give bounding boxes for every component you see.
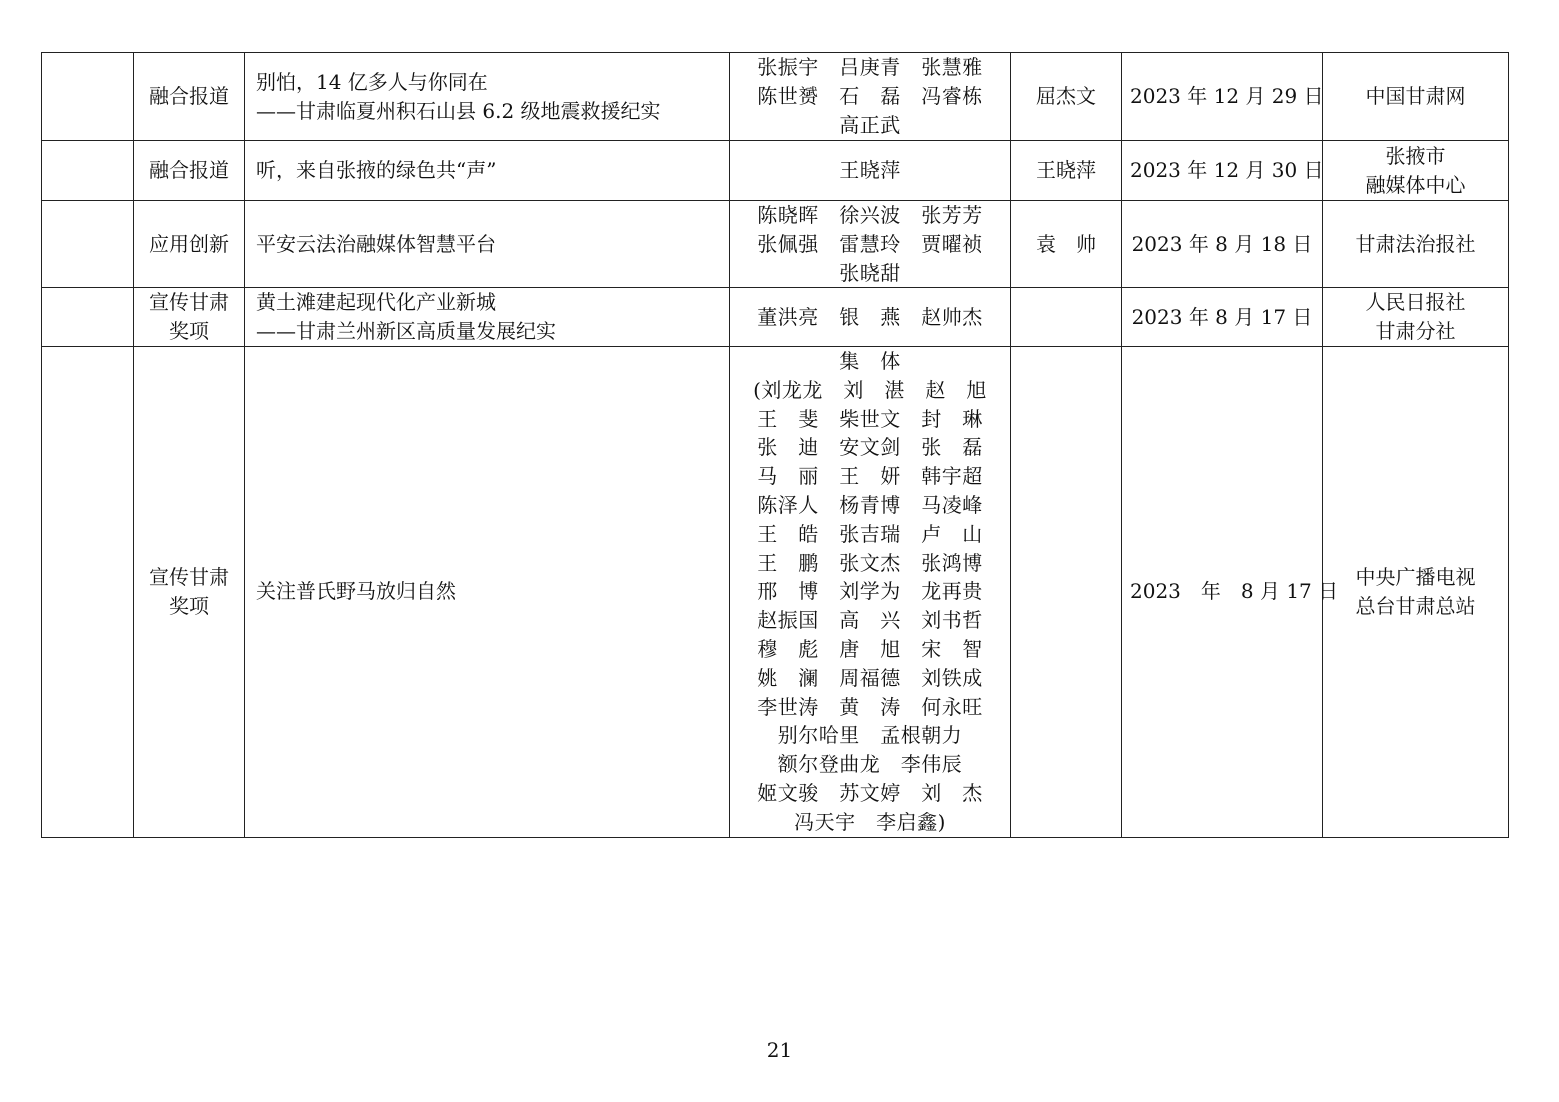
title-text: 别怕，14 亿多人与你同在 [256,69,488,94]
editor-text: 袁 帅 [1036,231,1096,256]
author-line: 张佩强 雷慧玲 贾曜祯 [757,231,983,256]
editor-text: 王晓萍 [1036,158,1096,183]
title-text: 关注普氏野马放归自然 [256,579,456,604]
category-text: 宣传甘肃 [149,290,229,315]
category-text: 奖项 [169,593,209,618]
author-line: 李世涛 黄 涛 何永旺 [757,694,983,719]
authors-cell [730,201,1011,288]
author-line: 张 迪 安文剑 张 磊 [757,435,983,460]
title-cell [245,288,730,347]
author-line: 额尔登曲龙 李伟辰 [777,752,963,777]
category-cell [134,141,245,201]
date-cell [1122,288,1323,347]
subtitle-text: ——甘肃临夏州积石山县 6.2 级地震救援纪实 [256,98,661,123]
organization-cell [1323,201,1509,288]
organization-text: 中央广播电视 [1355,564,1476,589]
authors-cell [730,346,1011,837]
table-row [42,201,1509,288]
category-cell [134,288,245,347]
title-cell [245,346,730,837]
title-cell [245,53,730,141]
organization-text: 甘肃分社 [1375,319,1456,344]
author-line: 董洪亮 银 燕 赵帅杰 [757,304,983,329]
row-blank-cell [42,346,134,837]
table-row [42,288,1509,347]
author-line: 王 皓 张吉瑞 卢 山 [757,521,983,546]
title-text: 听，来自张掖的绿色共“声” [256,158,497,183]
page-number: 21 [766,1038,793,1062]
organization-cell [1323,346,1509,837]
date-cell [1122,201,1323,288]
title-text: 黄土滩建起现代化产业新城 [256,290,496,315]
author-line: 王 斐 柴世文 封 琳 [757,406,983,431]
date-cell [1122,53,1323,141]
category-cell [134,53,245,141]
table-row [42,141,1509,201]
title-cell [245,201,730,288]
organization-cell [1323,288,1509,347]
author-line: 王晓萍 [839,158,901,183]
category-text: 融合报道 [149,84,229,109]
category-cell [134,346,245,837]
authors-cell [730,141,1011,201]
author-line: 王 鹏 张文杰 张鸿博 [757,550,983,575]
organization-cell [1323,53,1509,141]
date-text: 2023 年 8 月 17 日 [1130,579,1339,604]
organization-text: 甘肃法治报社 [1355,231,1476,256]
organization-text: 总台甘肃总站 [1355,593,1476,618]
author-line: 张振宇 吕庚青 张慧雅 [757,55,983,80]
author-line: 别尔哈里 孟根朝力 [777,723,963,748]
organization-text: 中国甘肃网 [1365,84,1466,109]
row-blank-cell [42,201,134,288]
editor-cell [1011,141,1122,201]
author-line: (刘龙龙 刘 湛 赵 旭 [753,377,987,402]
editor-cell [1011,53,1122,141]
author-line: 陈世赟 石 磊 冯睿栋 [757,84,983,109]
author-line: 穆 彪 唐 旭 宋 智 [757,636,983,661]
author-line: 陈晓晖 徐兴波 张芳芳 [757,203,983,227]
editor-text: 屈杰文 [1036,84,1096,109]
organization-cell [1323,141,1509,201]
category-text: 奖项 [169,319,209,344]
author-line: 姚 澜 周福德 刘铁成 [757,665,983,690]
category-text: 应用创新 [149,231,229,256]
title-cell [245,141,730,201]
date-text: 2023 年 8 月 17 日 [1131,304,1313,329]
category-cell [134,201,245,288]
author-line: 集 体 [839,348,901,373]
table-row [42,346,1509,837]
organization-text: 融媒体中心 [1365,172,1466,197]
date-cell [1122,346,1339,837]
author-line: 邢 博 刘学为 龙再贵 [757,579,983,604]
organization-text: 人民日报社 [1365,290,1466,315]
subtitle-text: ——甘肃兰州新区高质量发展纪实 [256,319,556,344]
editor-cell [1011,201,1122,288]
row-blank-cell [42,53,134,141]
award-table [41,52,1509,838]
author-line: 陈泽人 杨青博 马凌峰 [757,492,983,517]
author-line: 张晓甜 [839,260,901,285]
category-text: 宣传甘肃 [149,564,229,589]
authors-cell [730,288,1011,347]
title-text: 平安云法治融媒体智慧平台 [256,231,496,256]
author-line: 马 丽 王 妍 韩宇超 [757,464,983,489]
date-text: 2023 年 12 月 29 日 [1130,84,1324,109]
category-text: 融合报道 [149,158,229,183]
author-line: 冯天宇 李启鑫) [794,809,946,834]
date-text: 2023 年 8 月 18 日 [1131,231,1313,256]
date-text: 2023 年 12 月 30 日 [1130,158,1324,183]
row-blank-cell [42,141,134,201]
organization-text: 张掖市 [1385,143,1446,168]
author-line: 姬文骏 苏文婷 刘 杰 [757,780,983,805]
editor-cell [1011,288,1122,347]
authors-cell [730,53,1011,141]
date-cell [1122,141,1323,201]
table-row [42,53,1509,141]
author-line: 赵振国 高 兴 刘书哲 [757,608,983,633]
author-line: 高正武 [839,112,901,137]
row-blank-cell [42,288,134,347]
editor-cell [1011,346,1122,837]
